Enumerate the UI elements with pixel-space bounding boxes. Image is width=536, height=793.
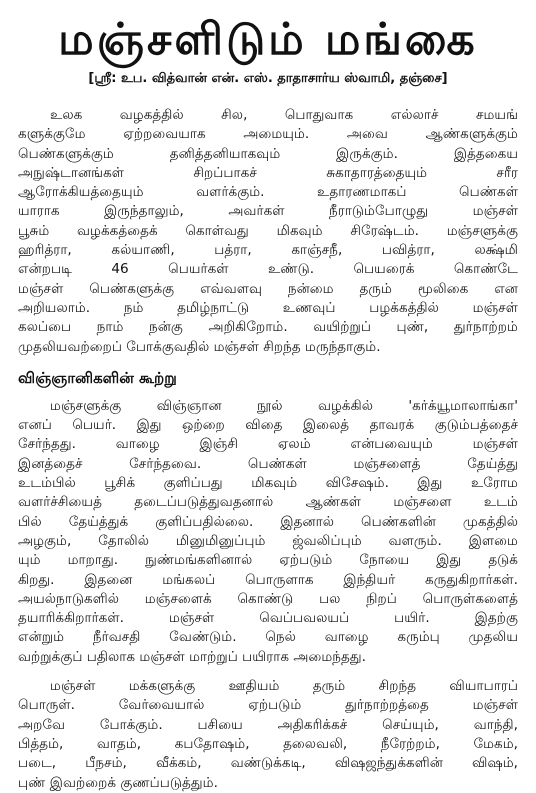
paragraph-3 — [18, 677, 518, 793]
text-line: களுக்குமே ஏற்றவையாக அமையும். அவை ஆண்களுக்கும் — [18, 126, 518, 143]
text-line: கலப்பை நாம் நன்கு அறிகிறோம். வயிற்றுப் புண், துர்நாற்றம் — [18, 319, 518, 336]
article-title: மஞ்சளிடும் மங்கை — [58, 14, 478, 65]
text-line: மஞ்சள் பெண்களுக்கு எவ்வளவு நன்மை தரும் மூலிகை என — [18, 280, 518, 297]
text-line: அறியலாம். நம் தமிழ்நாட்டு உணவுப் பழக்கத்தில் மஞ்சள் — [18, 299, 518, 316]
text-line: சேர்ந்தது. வாழை இஞ்சி ஏலம் என்பவையும் மஞ்சள் — [18, 436, 518, 453]
paragraph-2 — [18, 397, 518, 667]
text-line: யாராக இருந்தாலும், அவர்கள் நீராடும்போழுது மஞ்சள் — [18, 203, 518, 220]
text-line: எனப் பெயர். இது ஒற்றை விதை இலைத் தாவரக் குடும்பத்தைச் — [18, 417, 518, 434]
text-line: வற்றுக்குப் பதிலாக மஞ்சள் மாற்றுப் பயிராக அமைந்தது. — [18, 648, 366, 665]
paragraph-gap — [18, 667, 518, 677]
text-line: யும் மாறாது. நுண்மங்களினால் ஏற்படும் நோயை இது தடுக் — [18, 552, 518, 569]
text-line: மஞ்சள் மக்களுக்கு ஊதியம் தரும் சிறந்த வியாபாரப் — [50, 678, 518, 695]
author-byline: [ஸ்ரீ: உப. வித்வான் என். எஸ். தாதாசார்ய ஸ்வாமி, தஞ்சை] — [88, 71, 448, 86]
paragraph-1 — [18, 106, 518, 357]
text-line: மஞ்சளுக்கு விஞ்ஞான நூல் வழக்கில் 'கர்க்யூமாலாங்கா' — [50, 397, 518, 414]
text-line: புண் இவற்றைக் குணப்படுத்தும். — [18, 774, 218, 791]
text-line: வளர்ச்சியைத் தடைப்படுத்துவதனால் ஆண்கள் மஞ்சளை உடம் — [18, 494, 518, 511]
text-line: பில் தேய்த்துக் குளிப்பதில்லை. இதனால் பெண்களின் முகத்தில் — [18, 513, 518, 530]
text-line: பூசும் வழக்கத்தைக் கொள்வது மிகவும் சிரேஷ்டம். மஞ்சளுக்கு — [18, 222, 518, 239]
text-line: படை, பீநசம், வீக்கம், வண்டுக்கடி, விஷஜந்துக்களின் விஷம், — [18, 755, 518, 772]
text-line: ஹரித்ரா, கல்யாணி, பத்ரா, காஞ்சநீ, பவித்ரா, லக்ஷ்மி — [18, 242, 518, 259]
text-line: இனத்தைச் சேர்ந்தவை. பெண்கள் மஞ்சளைத் தேய்த்து — [18, 455, 518, 472]
text-line: ஆரோக்கியத்தையும் வளர்க்கும். உதாரணமாகப் பெண்கள் — [18, 184, 518, 201]
text-line: உடம்பில் பூசிக் குளிப்பது மிகவும் விசேஷம். இது உரோம — [18, 475, 518, 492]
text-line: உலக வழகத்தில் சில, பொதுவாக எல்லாச் சமயங் — [50, 107, 518, 123]
text-line: பொருள். வேர்வையால் ஏற்படும் துர்நாற்றத்தை மஞ்சள் — [18, 697, 518, 714]
text-line: தயாரிக்கிறார்கள். மஞ்சள் வெப்பவலயப் பயிர். இதற்கு — [18, 610, 518, 627]
section-heading: விஞ்ஞானிகளின் கூற்று — [18, 368, 177, 387]
text-line: என்றும் நீர்வசதி வேண்டும். நெல் வாழை கரும்பு முதலிய — [18, 629, 518, 646]
text-line: அறவே போக்கும். பசியை அதிகரிக்கச் செய்யும், வாந்தி, — [18, 716, 518, 733]
text-line: அயல்நாடுகளில் மஞ்சளைக் கொண்டு பல நிறப் பொருள்களைத் — [18, 590, 518, 607]
text-line: பெண்களுக்கும் தனித்தனியாகவும் இருக்கும். இத்தகைய — [18, 145, 518, 162]
text-line: அழகும், தோலில் மினுமினுப்பும் ஜ்வலிப்பும் வளரும். இளமை — [18, 532, 518, 549]
text-line: கிறது. இதனை மங்கலப் பொருளாக இந்தியர் கருதுகிறார்கள். — [18, 571, 518, 588]
text-line: அநுஷ்டானங்கள் சிறப்பாகச் சுகாதாரத்தையும் சரீர — [18, 164, 518, 181]
text-line: என்றபடி 46 பெயர்கள் உண்டு. பெயரைக் கொண்டே — [18, 261, 518, 278]
text-line: பித்தம், வாதம், கபதோஷம், தலைவலி, நீரேற்றம், மேகம், — [18, 735, 518, 752]
text-line: முதலியவற்றைப் போக்குவதில் மஞ்சள் சிறந்த மருந்தாகும். — [18, 338, 381, 355]
